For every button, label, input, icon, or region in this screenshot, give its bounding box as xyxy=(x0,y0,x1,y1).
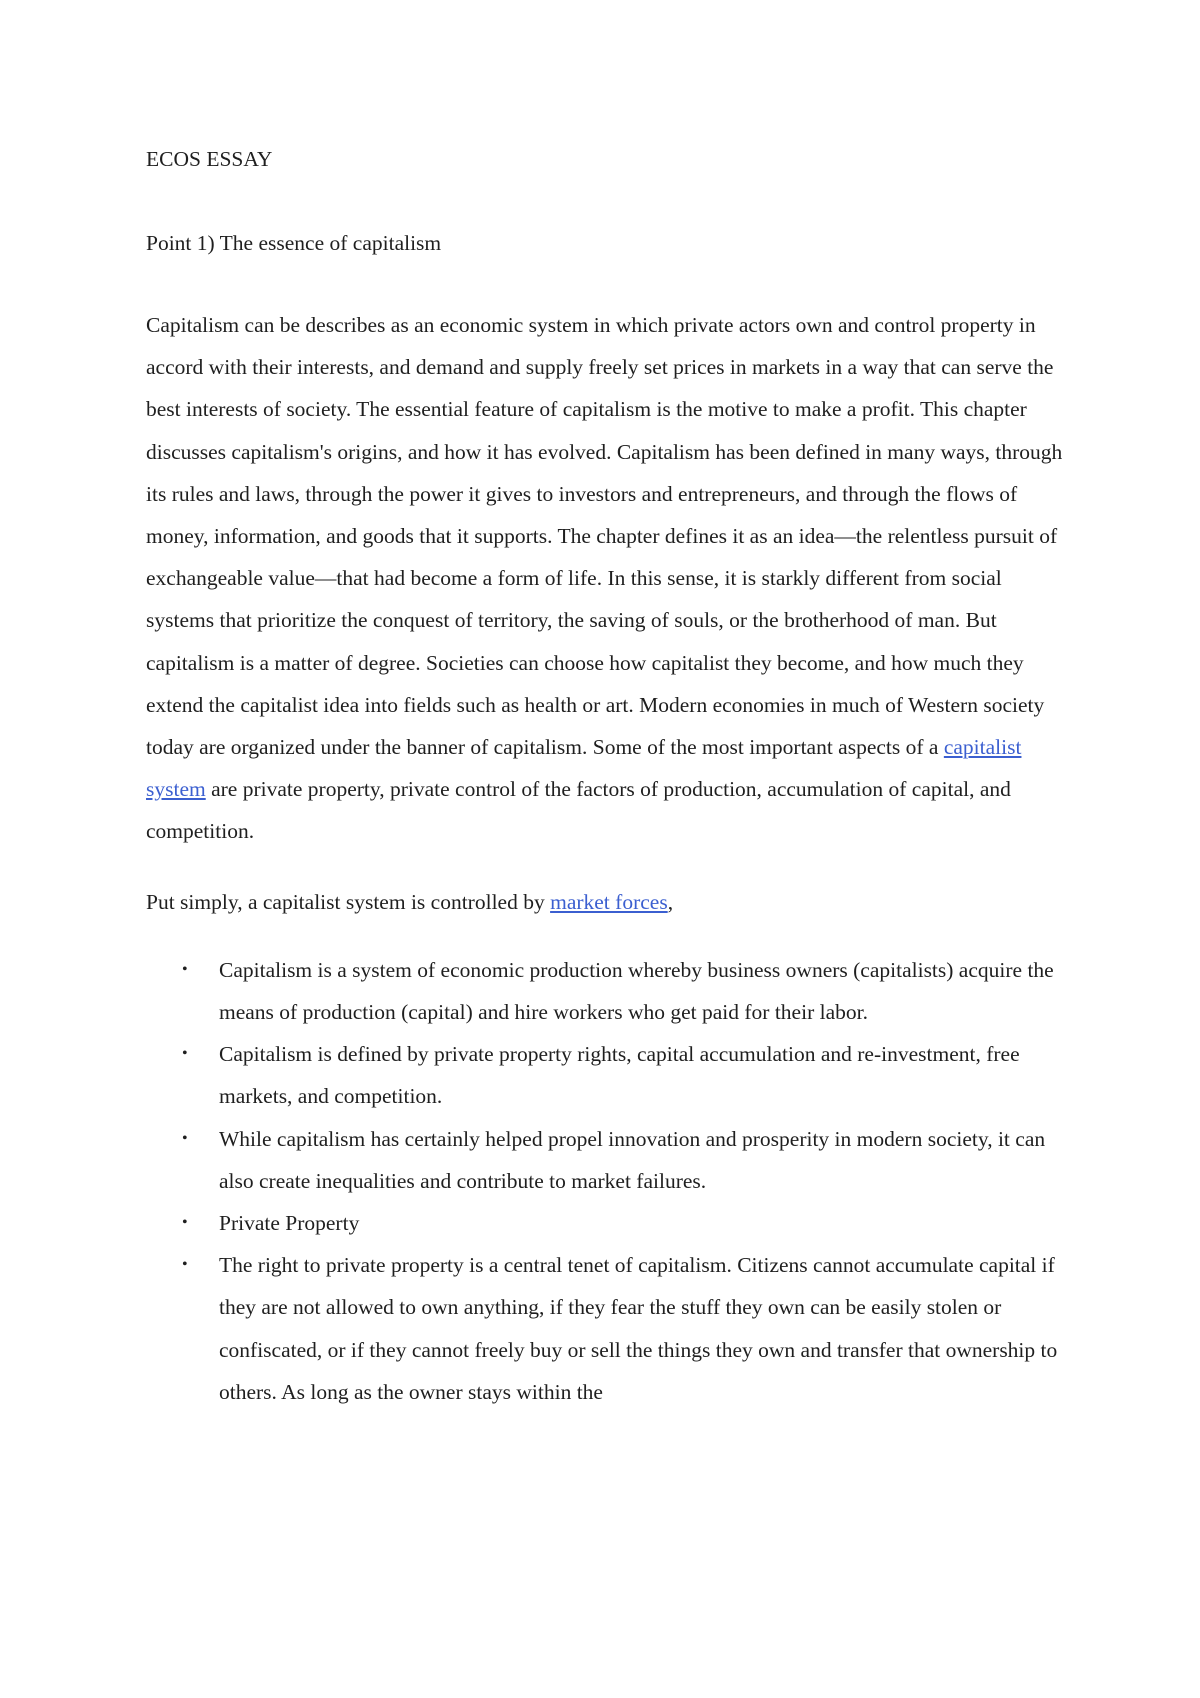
paragraph-text: Put simply, a capitalist system is controlled by xyxy=(146,889,551,914)
bullet-list xyxy=(146,949,1066,1413)
list-item xyxy=(182,949,1066,1033)
list-item-text: The right to private property is a central tenet of capitalism. Citizens cannot accumulate capital if they are not allowed to own anything, if they fear the stuff they own can be easily stolen or confiscated, or if they cannot freely buy or sell the things they own and transfer that ownership to others. As long as the owner stays within the xyxy=(219,1253,1058,1404)
list-item xyxy=(182,1118,1066,1202)
list-item xyxy=(182,1033,1066,1117)
list-item-text: Private Property xyxy=(219,1211,360,1236)
capitalist-system-link[interactable]: capitalist system xyxy=(146,735,1022,802)
document-title: ECOS ESSAY xyxy=(146,147,273,171)
paragraph-market-forces xyxy=(146,881,1066,923)
list-item-text: Capitalism is defined by private property rights, capital accumulation and re-investment, free markets, and competition. xyxy=(219,1042,1020,1109)
bullet-icon: • xyxy=(182,960,188,978)
list-item-text: While capitalism has certainly helped propel innovation and prosperity in modern society, it can also create inequalities and contribute to market failures. xyxy=(219,1126,1046,1193)
bullet-icon: • xyxy=(182,1256,188,1274)
bullet-icon: • xyxy=(182,1045,188,1063)
market-forces-link[interactable]: market forces xyxy=(550,889,668,914)
paragraph-text: , xyxy=(667,889,674,914)
list-item-text: Capitalism is a system of economic production whereby business owners (capitalists) acquire the means of production (capital) and hire workers who get paid for their labor. xyxy=(219,957,1054,1025)
list-item xyxy=(182,1202,1066,1244)
paragraph-text: are private property, private control of the factors of production, accumulation of capital, and competition. xyxy=(146,777,1011,844)
list-item xyxy=(182,1244,1066,1413)
document-body xyxy=(146,138,1066,1413)
section-heading: Point 1) The essence of capitalism xyxy=(146,231,442,255)
paragraph-capitalism-definition xyxy=(146,304,1066,853)
bullet-icon: • xyxy=(182,1214,188,1232)
bullet-icon: • xyxy=(182,1129,188,1147)
paragraph-text: Capitalism can be describes as an economic system in which private actors own and control property in accord with their interests, and demand and supply freely set prices in markets in a way that can serve the best interests of society. The essential feature of capitalism is the motive to make a profit. This chapter discusses capitalism's origins, and how it has evolved. Capitalism has been defined in many ways, through its rules and laws, through the power it gives to investors and entrepreneurs, and through the flows of money, information, and goods that it supports. The chapter defines it as an idea—the relentless pursuit of exchangeable value—that had become a form of life. In this sense, it is starkly different from social systems that prioritize the conquest of territory, the saving of souls, or the brotherhood of man. But capitalism is a matter of degree. Societies can choose how capitalist they become, and how much they extend the capitalist idea into fields such as health or art. Modern economies in much of Western society today are organized under the banner of capitalism. Some of the most important aspects of a xyxy=(146,313,1063,760)
